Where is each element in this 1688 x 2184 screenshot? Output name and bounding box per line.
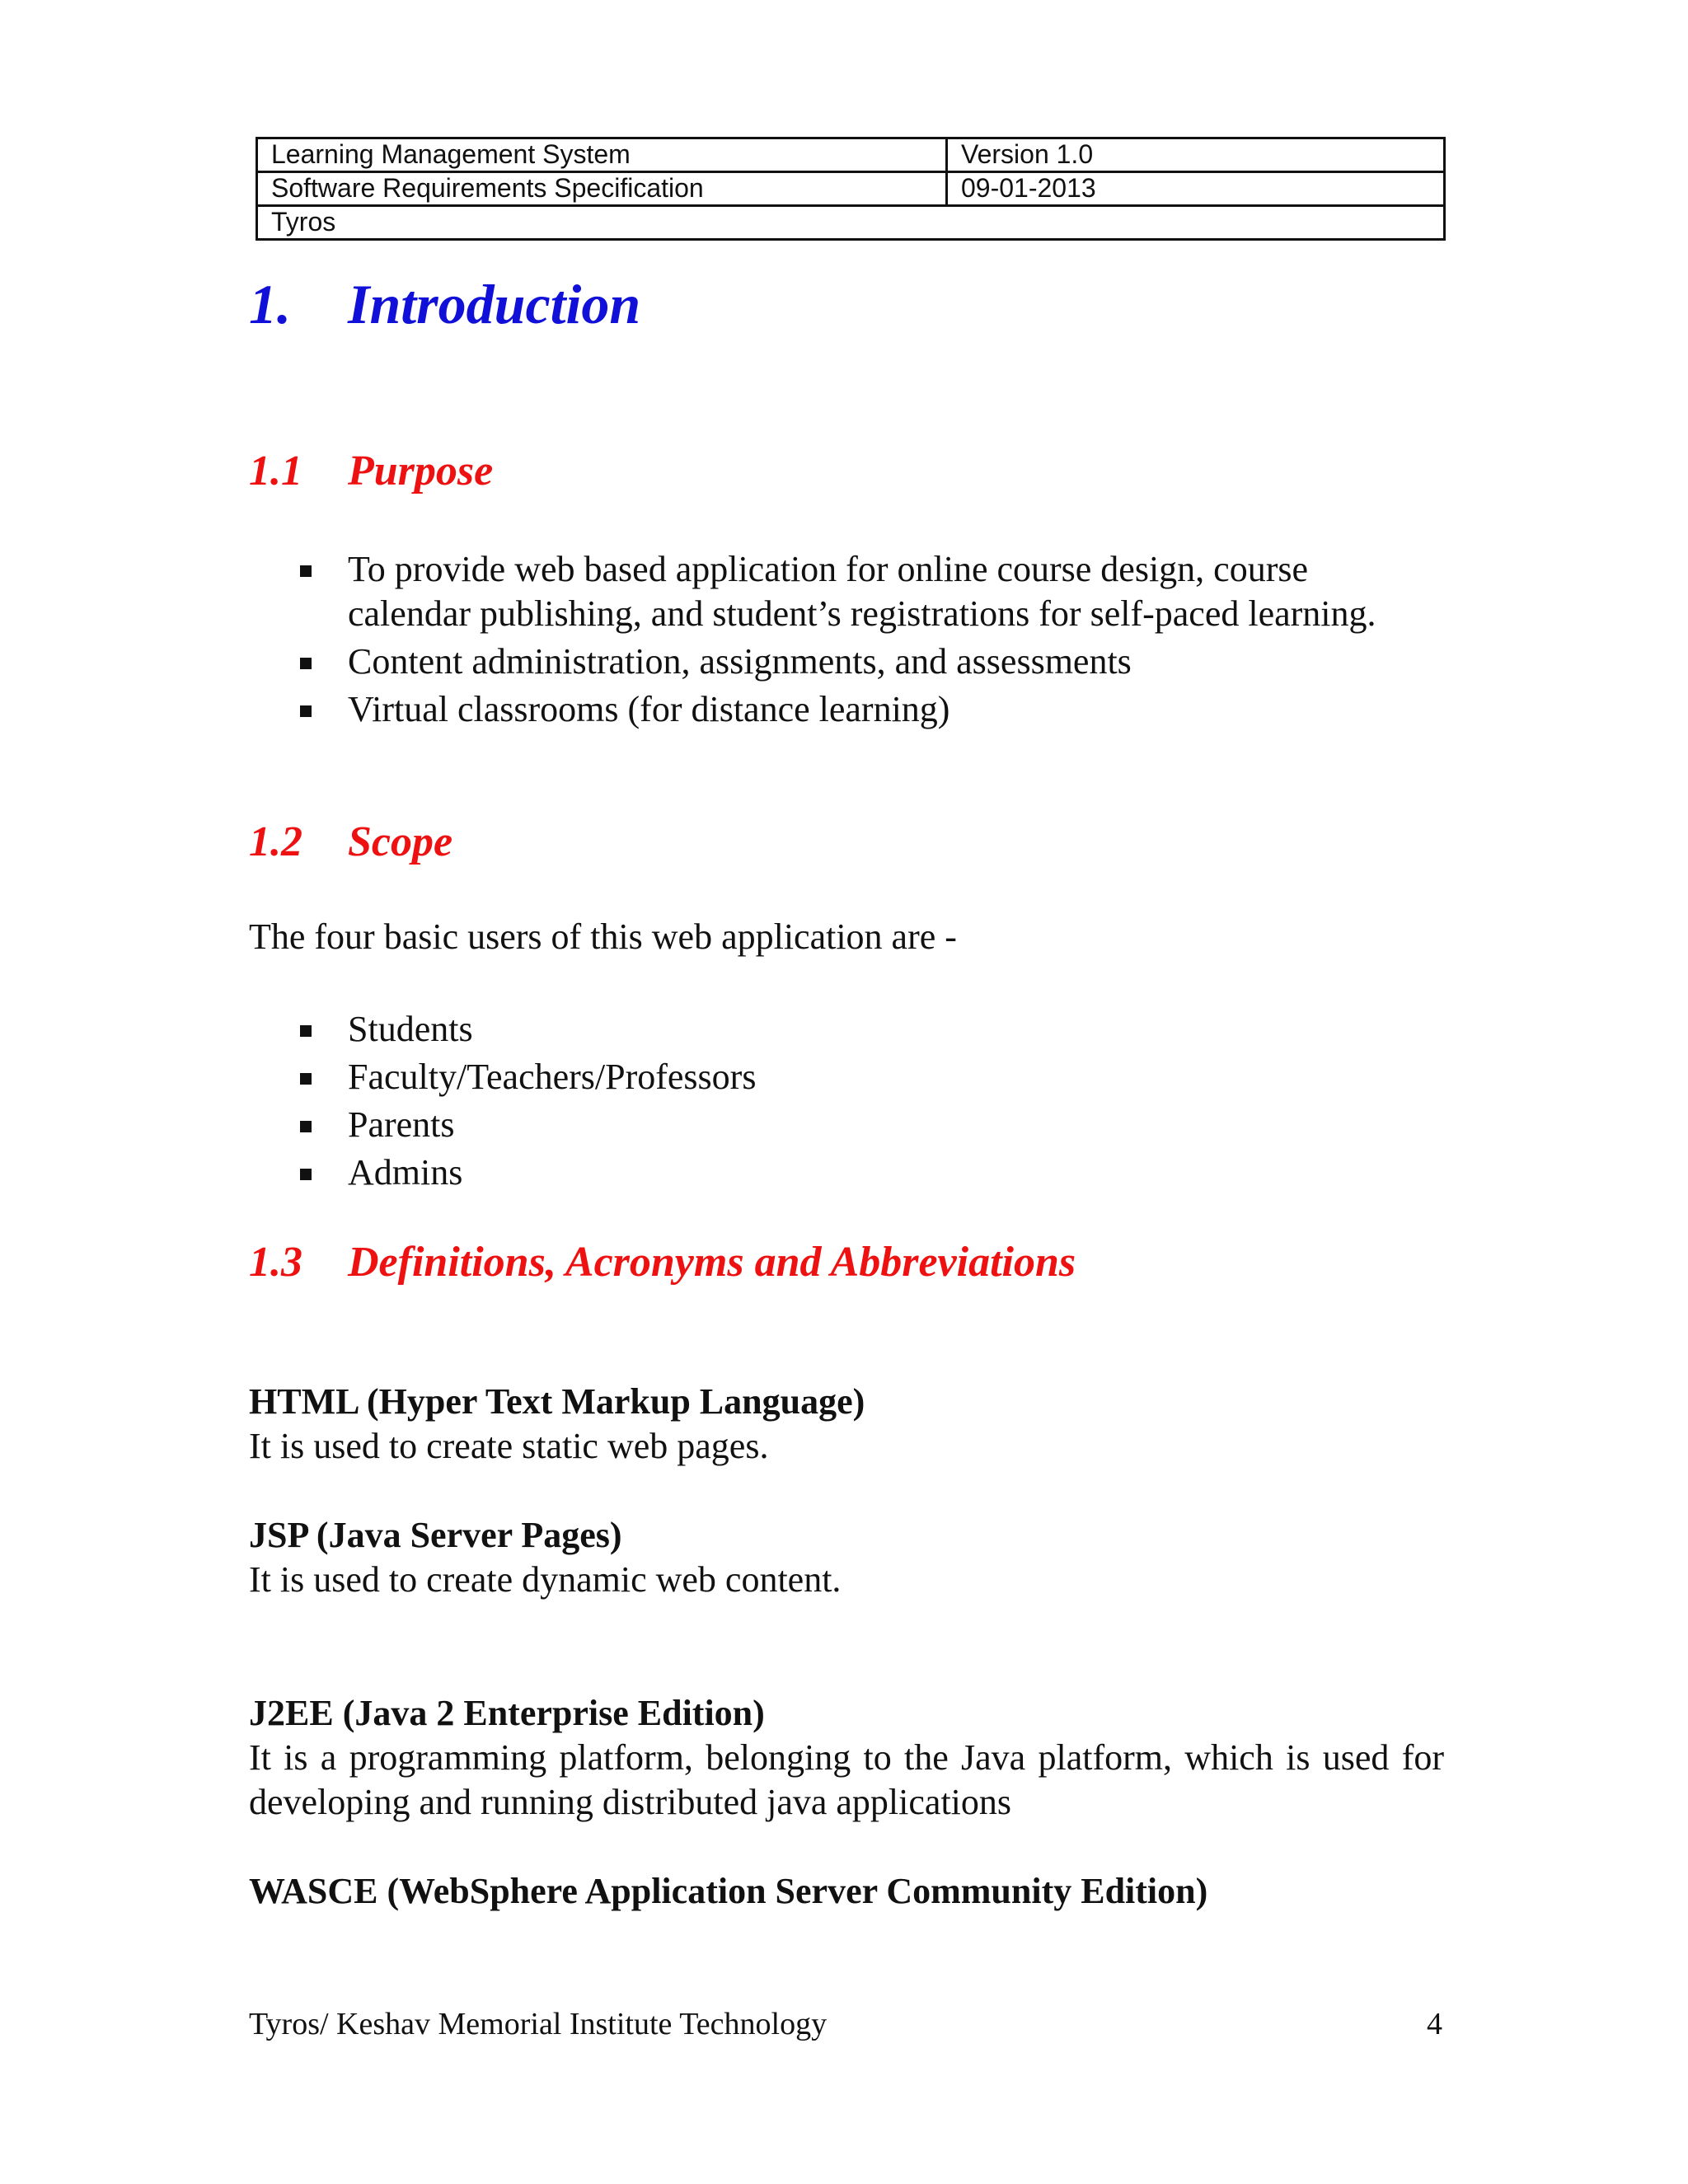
section-title: Scope: [348, 818, 453, 865]
definition-term: J2EE (Java 2 Enterprise Edition): [249, 1693, 765, 1733]
scope-list: [298, 1007, 1452, 1198]
bullet-square-icon: [300, 1169, 312, 1180]
list-item: Faculty/Teachers/Professors: [298, 1055, 1452, 1099]
bullet-square-icon: [300, 658, 312, 669]
team-cell: Tyros: [257, 206, 1445, 240]
list-item: To provide web based application for online course design, course calendar publishing, and student’s registrations for self-paced learning.: [298, 547, 1395, 636]
list-item: Admins: [298, 1151, 1452, 1195]
list-item: Students: [298, 1007, 1452, 1052]
bullet-square-icon: [300, 705, 312, 717]
list-item: Parents: [298, 1103, 1452, 1147]
document-type-cell: Software Requirements Specification: [257, 172, 947, 206]
header-row: [257, 206, 1445, 240]
bullet-square-icon: [300, 1025, 312, 1037]
definition-description: It is a programming platform, belonging to the Java platform, which is used for developing and running distributed java applications: [249, 1737, 1444, 1822]
header-table: [256, 137, 1446, 241]
section-number: 1.: [249, 273, 291, 335]
header-row: [257, 138, 1445, 172]
version-cell: Version 1.0: [947, 138, 1445, 172]
section-heading-introduction: [249, 272, 640, 337]
bullet-square-icon: [300, 1073, 312, 1085]
project-name-cell: Learning Management System: [257, 138, 947, 172]
list-item: Virtual classrooms (for distance learning): [298, 687, 1395, 732]
section-heading-scope: [249, 818, 452, 866]
definition-term: WASCE (WebSphere Application Server Community Edition): [249, 1871, 1208, 1911]
definition-description: It is used to create dynamic web content.: [249, 1559, 842, 1600]
definition-term: HTML (Hyper Text Markup Language): [249, 1381, 865, 1422]
date-cell: 09-01-2013: [947, 172, 1445, 206]
scope-lead: The four basic users of this web application are -: [249, 916, 957, 957]
section-number: 1.2: [249, 818, 302, 865]
section-title: Purpose: [348, 448, 494, 494]
bullet-square-icon: [300, 1121, 312, 1132]
header-row: [257, 172, 1445, 206]
definition-term: JSP (Java Server Pages): [249, 1515, 622, 1555]
section-heading-definitions: [249, 1238, 1076, 1286]
footer-text: Tyros/ Keshav Memorial Institute Technology: [249, 2007, 828, 2041]
section-number: 1.3: [249, 1239, 302, 1286]
section-title: Introduction: [348, 273, 641, 335]
bullet-square-icon: [300, 565, 312, 577]
section-title: Definitions, Acronyms and Abbreviations: [348, 1239, 1076, 1286]
page-number: 4: [1427, 2007, 1442, 2041]
page-footer: [249, 2006, 1442, 2042]
section-number: 1.1: [249, 448, 302, 494]
section-heading-purpose: [249, 447, 493, 495]
list-item: Content administration, assignments, and assessments: [298, 640, 1395, 684]
definition-description: It is used to create static web pages.: [249, 1426, 769, 1466]
purpose-list: [298, 547, 1395, 735]
